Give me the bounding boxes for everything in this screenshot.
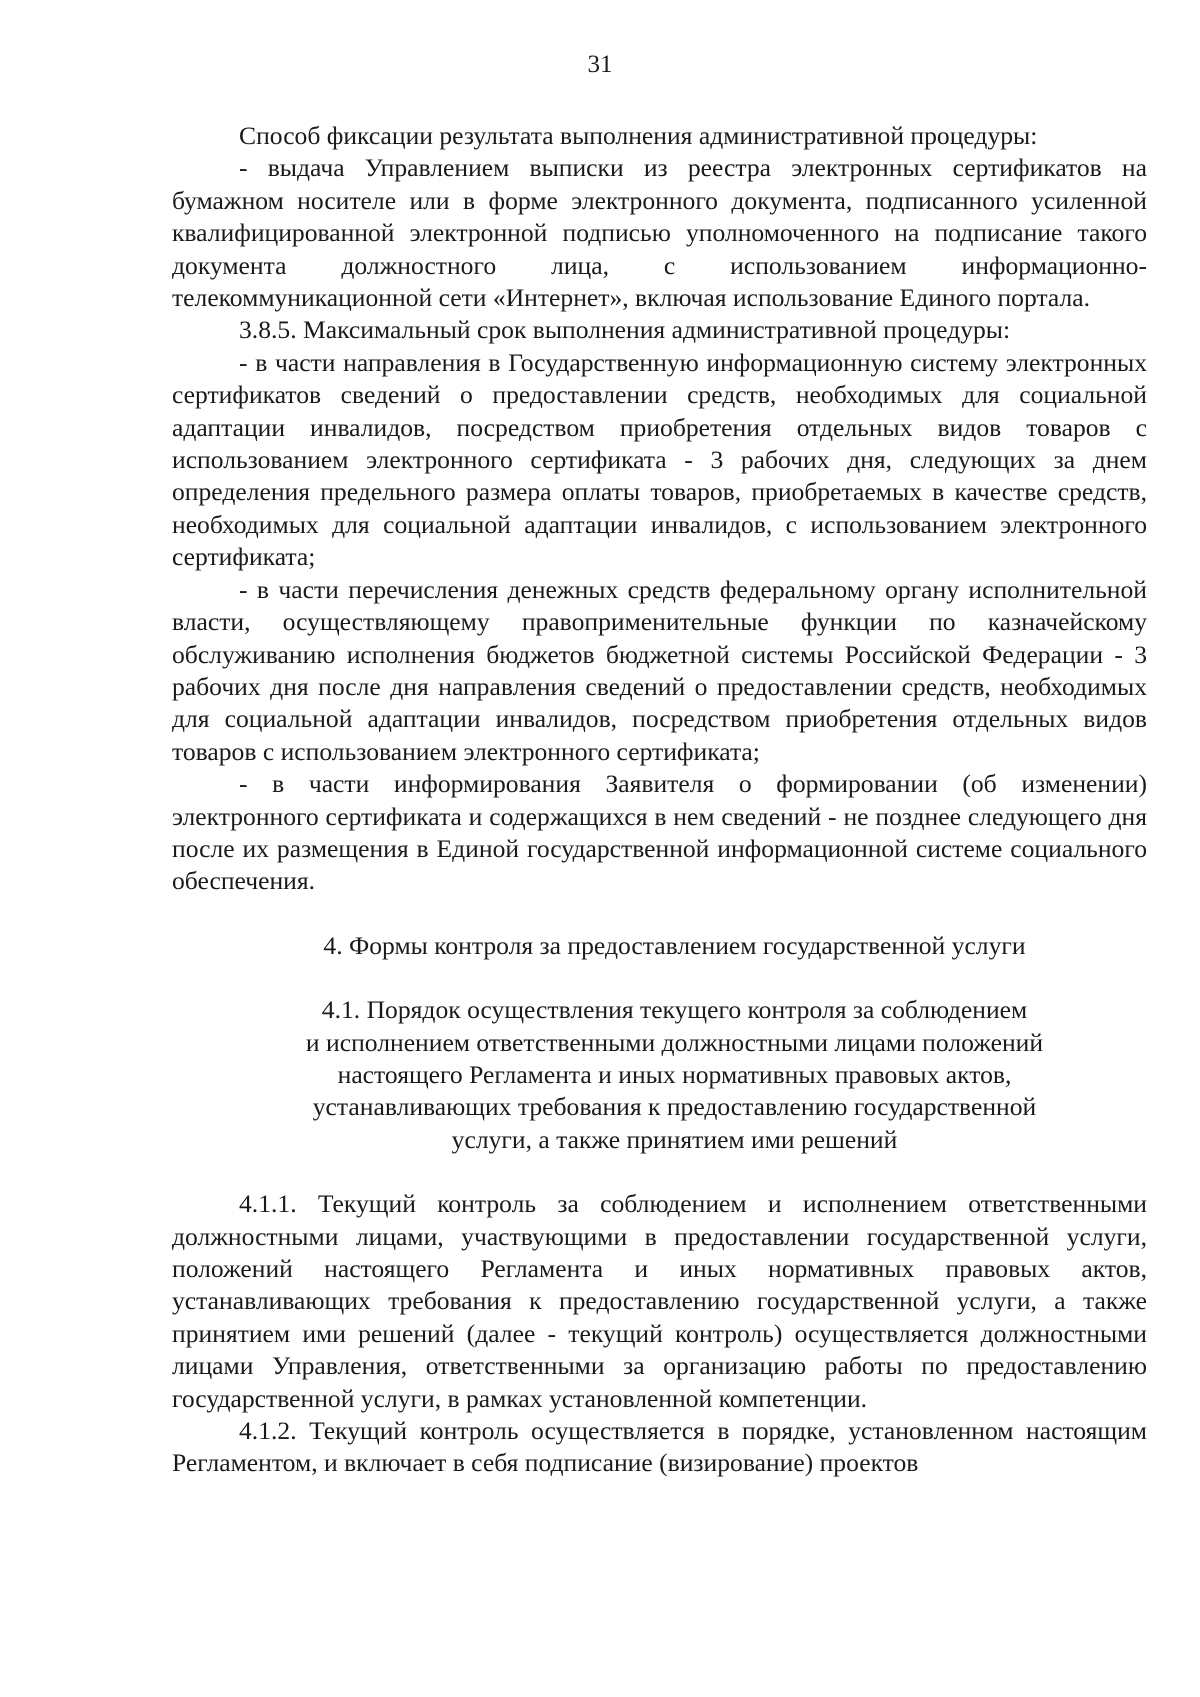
paragraph-fixation-method: Способ фиксации результата выполнения административной процедуры: bbox=[239, 121, 1038, 150]
paragraph-term-direction: - в части направления в Государственную информационную систему электронных сертификатов сведений о предоставлении средств, необходимых для социальной адаптации инвалидов, посредством приобретения отдельных видов товаров с использованием электронного сертификата - 3 рабочих дня, следующих за днем определения предельного размера оплаты товаров, приобретаемых в качестве средств, необходимых для социальной адаптации инвалидов, с использованием электронного сертификата; bbox=[172, 347, 1147, 572]
section-heading-4: 4. Формы контроля за предоставлением государственной услуги bbox=[323, 930, 1026, 960]
paragraph-max-term: 3.8.5. Максимальный срок выполнения административной процедуры: bbox=[239, 315, 1011, 345]
paragraph-term-transfer: - в части перечисления денежных средств федеральному органу исполнительной власти, осуществляющему правоприменительные функции по казначейскому обслуживанию исполнения бюджетов бюджетной системы Российской Федерации - 3 рабочих дня после дня направления сведений о предоставлении средств, необходимых для социальной адаптации инвалидов, посредством приобретения отдельных видов товаров с использованием электронного сертификата; bbox=[172, 574, 1147, 766]
section-heading-4-1-line: 4.1. Порядок осуществления текущего контроля за соблюдением bbox=[321, 995, 1028, 1025]
paragraph-extract-issuance: - выдача Управлением выписки из реестра электронных сертификатов на бумажном носителе или в форме электронного документа, подписанного усиленной квалифицированной электронной подписью уполномоченного на подписание такого документа должностного лица, с использованием информационно-телекоммуникационной сети «Интернет», включая использование Единого портала. bbox=[172, 153, 1147, 313]
section-heading-4-1-line: и исполнением ответственными должностными лицами положений bbox=[305, 1027, 1044, 1057]
paragraph-term-informing: - в части информирования Заявителя о формировании (об изменении) электронного сертификата и содержащихся в нем сведений - не позднее следующего дня после их размещения в Единой государственной информационной системе социального обеспечения. bbox=[172, 769, 1147, 896]
section-heading-4-1 bbox=[172, 994, 1147, 1156]
paragraph-4-1-2: 4.1.2. Текущий контроль осуществляется в порядке, установленном настоящим Регламентом, и включает в себя подписание (визирование) проектов bbox=[172, 1416, 1147, 1478]
section-heading-4-1-line: услуги, а также принятием ими решений bbox=[451, 1124, 898, 1154]
section-heading-4-1-line: устанавливающих требования к предоставлению государственной bbox=[312, 1092, 1037, 1122]
section-heading-4-1-line: настоящего Регламента и иных нормативных правовых актов, bbox=[337, 1059, 1012, 1089]
document-body bbox=[172, 120, 1147, 1480]
paragraph-4-1-1: 4.1.1. Текущий контроль за соблюдением и исполнением ответственными должностными лицами, участвующими в предоставлении государственной услуги, положений настоящего Регламента и иных нормативных правовых актов, устанавливающих требования к предоставлению государственной услуги, а также принятием ими решений (далее - текущий контроль) осуществляется должностными лицами Управления, ответственными за организацию работы по предоставлению государственной услуги, в рамках установленной компетенции. bbox=[172, 1189, 1147, 1413]
page-number: 31 bbox=[587, 51, 613, 78]
